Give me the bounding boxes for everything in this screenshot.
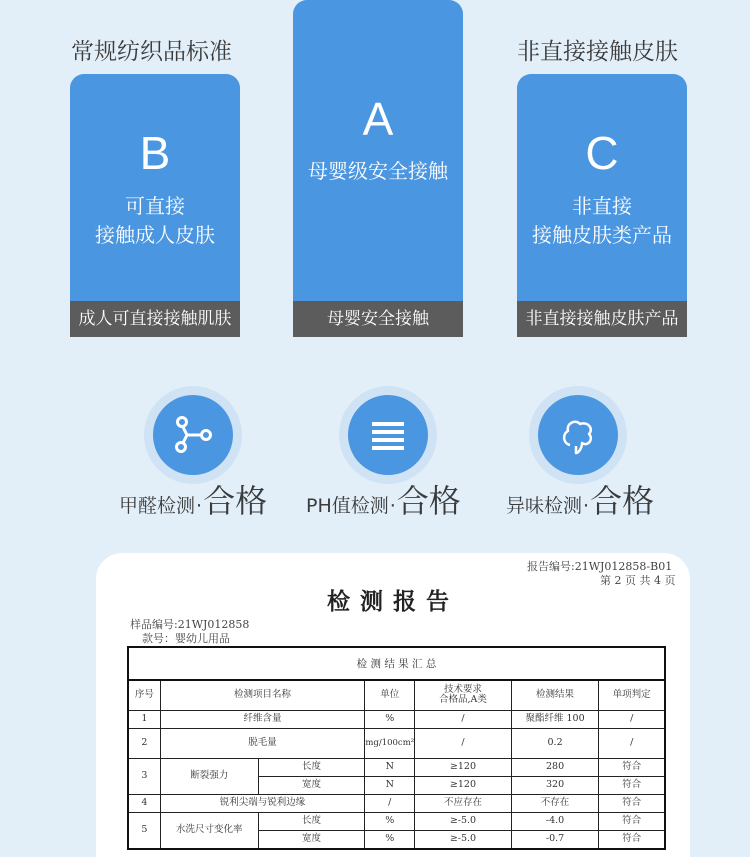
grade-a-footer: 母婴安全接触 bbox=[293, 301, 463, 337]
row-judgement: / bbox=[599, 710, 665, 728]
grade-c-title: 非直接接触皮肤 bbox=[517, 39, 678, 65]
odor-test-name: 异味检测 bbox=[506, 495, 583, 517]
grade-c-card bbox=[517, 74, 687, 337]
row-item: 断裂强力 bbox=[160, 758, 258, 794]
table-row bbox=[128, 812, 665, 830]
row-requirement: / bbox=[415, 728, 512, 758]
row-unit: % bbox=[365, 710, 415, 728]
table-row bbox=[128, 794, 665, 812]
row-item: 脱毛量 bbox=[160, 728, 365, 758]
row-judgement: / bbox=[599, 728, 665, 758]
row-unit: mg/100cm² bbox=[365, 728, 415, 758]
row-result: 280 bbox=[511, 758, 599, 776]
row-requirement: 不应存在 bbox=[415, 794, 512, 812]
row-item: 水洗尺寸变化率 bbox=[160, 812, 258, 849]
row-judgement: 符合 bbox=[599, 776, 665, 794]
grade-b-title: 常规纺织品标准 bbox=[71, 39, 232, 65]
header-requirement: 技术要求 合格品,A类 bbox=[415, 680, 512, 710]
grade-a-description: 母婴级安全接触 bbox=[308, 159, 448, 183]
report-page-indicator: 第 2 页 共 4 页 bbox=[600, 574, 676, 587]
ph-test-dot: · bbox=[389, 495, 396, 517]
row-unit: / bbox=[365, 794, 415, 812]
row-no: 5 bbox=[128, 812, 160, 849]
header-judgement: 单项判定 bbox=[599, 680, 665, 710]
row-unit: % bbox=[365, 830, 415, 849]
row-judgement: 符合 bbox=[599, 758, 665, 776]
header-item: 检测项目名称 bbox=[160, 680, 365, 710]
grade-c-letter: C bbox=[585, 127, 619, 179]
row-no: 3 bbox=[128, 758, 160, 794]
row-unit: N bbox=[365, 776, 415, 794]
sample-number: 样品编号:21WJ012858 bbox=[130, 618, 250, 631]
row-judgement: 符合 bbox=[599, 812, 665, 830]
formaldehyde-test-label bbox=[119, 476, 267, 522]
grade-a-letter: A bbox=[362, 93, 394, 145]
grade-b-description: 可直接 接触成人皮肤 bbox=[95, 194, 215, 247]
row-requirement: / bbox=[415, 710, 512, 728]
row-result: 聚酯纤维 100 bbox=[511, 710, 599, 728]
list-icon bbox=[348, 395, 428, 475]
results-table bbox=[127, 646, 666, 850]
row-result: 320 bbox=[511, 776, 599, 794]
summary-title: 检 测 结 果 汇 总 bbox=[128, 647, 665, 680]
row-subitem: 宽度 bbox=[258, 776, 365, 794]
table-row bbox=[128, 728, 665, 758]
row-no: 2 bbox=[128, 728, 160, 758]
grade-c-footer: 非直接接触皮肤产品 bbox=[517, 301, 687, 337]
formaldehyde-test-dot: · bbox=[196, 495, 203, 517]
odor-test-dot: · bbox=[583, 495, 590, 517]
row-subitem: 宽度 bbox=[258, 830, 365, 849]
grade-b-letter: B bbox=[139, 127, 171, 179]
header-unit: 单位 bbox=[365, 680, 415, 710]
row-unit: N bbox=[365, 758, 415, 776]
molecule-icon bbox=[153, 395, 233, 475]
table-row bbox=[128, 758, 665, 776]
row-no: 4 bbox=[128, 794, 160, 812]
header-result: 检测结果 bbox=[511, 680, 599, 710]
row-judgement: 符合 bbox=[599, 830, 665, 849]
grade-c-description: 非直接 接触皮肤类产品 bbox=[532, 194, 672, 247]
row-requirement: ≥120 bbox=[415, 758, 512, 776]
header-no: 序号 bbox=[128, 680, 160, 710]
row-unit: % bbox=[365, 812, 415, 830]
ph-test-result: 合格 bbox=[396, 482, 461, 520]
report-number: 报告编号:21WJ012858-B01 bbox=[527, 560, 673, 573]
formaldehyde-test-result: 合格 bbox=[203, 482, 268, 520]
ph-test-label bbox=[306, 476, 461, 522]
row-judgement: 符合 bbox=[599, 794, 665, 812]
odor-icon bbox=[538, 395, 618, 475]
grade-b-card bbox=[70, 74, 240, 337]
odor-test-result: 合格 bbox=[590, 482, 655, 520]
row-result: -0.7 bbox=[511, 830, 599, 849]
grade-b-footer: 成人可直接接触肌肤 bbox=[70, 301, 240, 337]
row-subitem: 长度 bbox=[258, 812, 365, 830]
row-result: -4.0 bbox=[511, 812, 599, 830]
grade-a-card bbox=[293, 0, 463, 337]
row-requirement: ≥-5.0 bbox=[415, 830, 512, 849]
row-item: 锐利尖端与锐利边缘 bbox=[160, 794, 365, 812]
test-report-document bbox=[96, 553, 690, 857]
formaldehyde-test-name: 甲醛检测 bbox=[119, 495, 196, 517]
report-title: 检测报告 bbox=[327, 588, 459, 615]
row-result: 0.2 bbox=[511, 728, 599, 758]
row-no: 1 bbox=[128, 710, 160, 728]
odor-test-label bbox=[506, 476, 654, 522]
row-subitem: 长度 bbox=[258, 758, 365, 776]
style-number: 款号：婴幼儿用品 bbox=[142, 632, 230, 645]
row-result: 不存在 bbox=[511, 794, 599, 812]
row-requirement: ≥120 bbox=[415, 776, 512, 794]
row-requirement: ≥-5.0 bbox=[415, 812, 512, 830]
table-row bbox=[128, 710, 665, 728]
row-item: 纤维含量 bbox=[160, 710, 365, 728]
ph-test-name: PH值检测 bbox=[306, 495, 389, 517]
